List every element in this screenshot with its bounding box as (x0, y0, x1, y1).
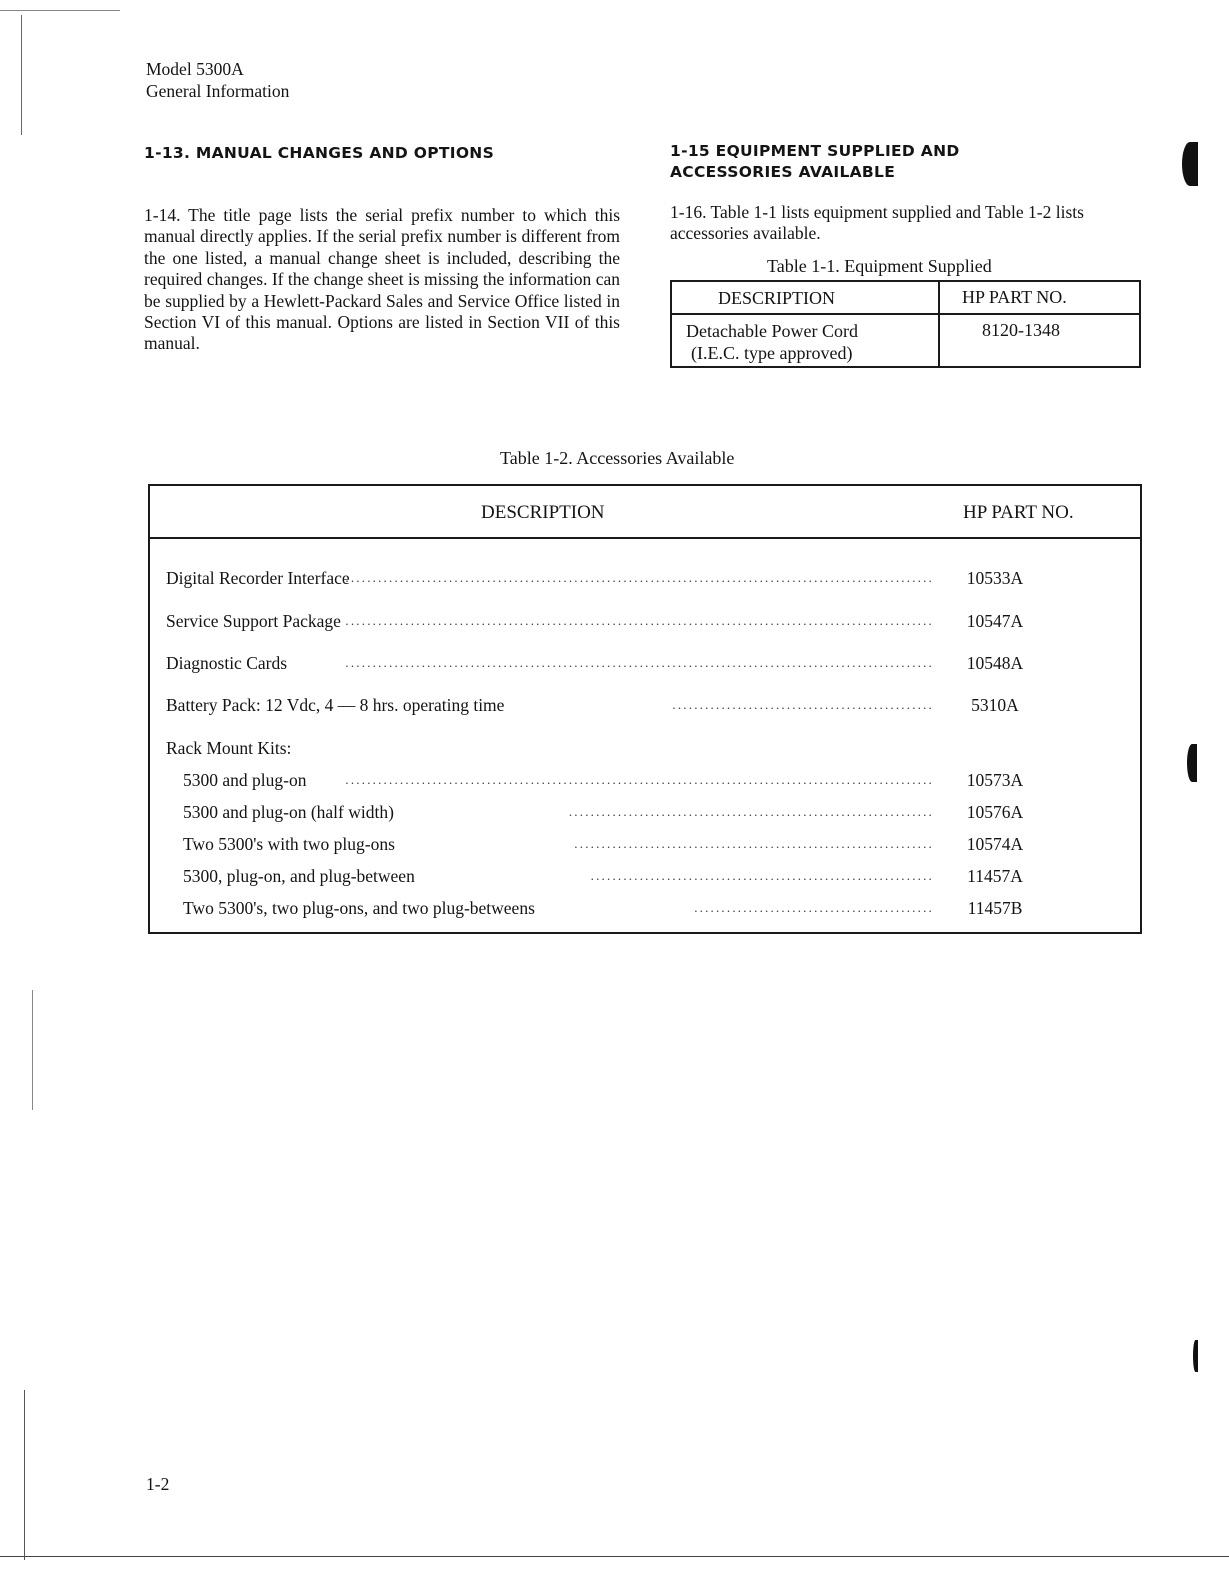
row-description: 5300 and plug-on (183, 770, 307, 790)
heading-equipment-supplied (670, 141, 960, 183)
binder-hole-mark-bottom (1193, 1340, 1198, 1372)
table-row (166, 608, 1124, 634)
paragraph-1-16: 1-16. Table 1-1 lists equipment supplied and Table 1-2 lists accessories available. (670, 202, 1084, 244)
row-description: Service Support Package (166, 611, 341, 631)
table2-accessories-available (148, 484, 1142, 934)
section-label: General Information (146, 81, 290, 101)
table1-caption: Table 1-1. Equipment Supplied (767, 256, 992, 276)
leader-dots: ............................................................................................................ (345, 613, 934, 628)
model-label: Model 5300A (146, 59, 244, 79)
table1-row-description-line2: (I.E.C. type approved) (691, 343, 853, 363)
row-part-number: 11457B (967, 898, 1023, 918)
row-part-number: 10574A (966, 834, 1024, 854)
table-row (166, 650, 1124, 676)
row-part-number: 11457A (967, 866, 1023, 886)
row-part-number: 10548A (966, 653, 1024, 673)
row-description: Rack Mount Kits: (166, 738, 292, 758)
table-row (166, 895, 1124, 921)
table-row (166, 565, 1124, 591)
leader-dots: ............................................................................................................ (345, 772, 934, 787)
heading-equipment-line2: ACCESSORIES AVAILABLE (670, 163, 896, 181)
paragraph-1-14: 1-14. The title page lists the serial prefix number to which this manual directly applies. If the serial prefix number is different from the one listed, a manual change sheet is included, describing the required changes. If the change sheet is missing the information can be supplied by a Hewlett-Packard Sales and Service Office listed in Section VI of this manual. Options are listed in Section VII of this manual. (144, 205, 620, 354)
leader-dots: ............................................ (694, 900, 934, 915)
row-part-number: 10547A (966, 611, 1024, 631)
page-number: 1-2 (146, 1474, 170, 1494)
table2-header-divider (150, 537, 1140, 539)
row-description: Diagnostic Cards (166, 653, 288, 673)
table1-row-description-line1: Detachable Power Cord (686, 321, 858, 341)
scan-edge-line-left (21, 15, 22, 135)
row-part-number: 10573A (966, 770, 1024, 790)
leader-dots: ................................................ (672, 697, 934, 712)
table-row (166, 831, 1124, 857)
binder-hole-mark-top (1182, 142, 1198, 186)
row-part-number: 10576A (966, 802, 1024, 822)
table1-row-part: 8120-1348 (982, 320, 1060, 340)
table2-header-description: DESCRIPTION (481, 502, 605, 523)
leader-dots: ................................................................... (568, 804, 934, 819)
page-header (146, 58, 289, 102)
leader-dots: ............................................................................................................ (345, 570, 934, 585)
row-description: Two 5300's with two plug-ons (183, 834, 395, 854)
table-row (166, 692, 1124, 718)
row-description: Two 5300's, two plug-ons, and two plug-betweens (183, 898, 535, 918)
table2-header-part: HP PART NO. (963, 502, 1074, 523)
table1-header-divider (672, 313, 1139, 315)
row-part-number: 10533A (966, 568, 1024, 588)
scan-edge-line-left-bottom (24, 1390, 25, 1560)
table-row (166, 735, 1124, 761)
table-row (166, 863, 1124, 889)
table1-header-part: HP PART NO. (962, 287, 1067, 307)
scan-edge-line-top (0, 10, 120, 11)
table1-equipment-supplied (670, 280, 1141, 368)
heading-equipment-line1: 1-15 EQUIPMENT SUPPLIED AND (670, 142, 960, 160)
table-row (166, 799, 1124, 825)
row-description: Digital Recorder Interface (166, 568, 350, 588)
scan-edge-line-bottom (0, 1556, 1229, 1557)
leader-dots: ............................................................................................................ (345, 655, 934, 670)
leader-dots: .................................................................. (574, 836, 934, 851)
table2-caption: Table 1-2. Accessories Available (500, 448, 735, 468)
row-description: 5300 and plug-on (half width) (183, 802, 394, 822)
binder-hole-mark-middle (1187, 744, 1197, 782)
row-description: 5300, plug-on, and plug-between (183, 866, 415, 886)
scan-edge-line-left-lower (32, 990, 33, 1110)
row-part-number: 5310A (971, 695, 1019, 715)
table1-header-description: DESCRIPTION (718, 288, 836, 308)
table1-column-divider (938, 282, 940, 366)
heading-manual-changes: 1-13. MANUAL CHANGES AND OPTIONS (144, 144, 495, 162)
row-description: Battery Pack: 12 Vdc, 4 — 8 hrs. operating time (166, 695, 505, 715)
table-row (166, 767, 1124, 793)
leader-dots: ............................................................... (590, 868, 934, 883)
